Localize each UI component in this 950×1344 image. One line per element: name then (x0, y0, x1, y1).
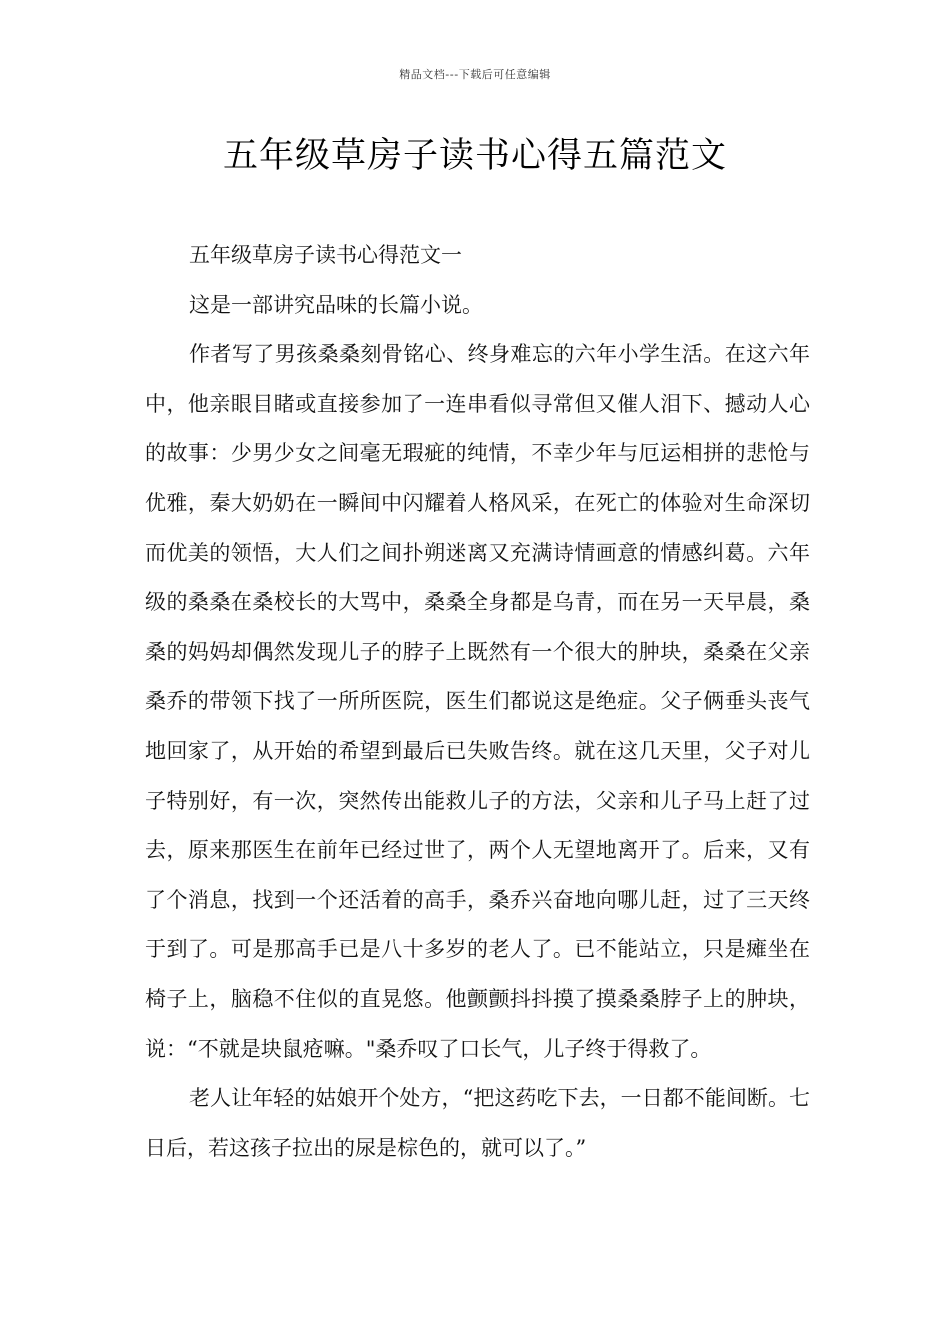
document-body (145, 231, 810, 1173)
header-note: 精品文档---下载后可任意编辑 (399, 68, 551, 81)
paragraph: 老人让年轻的姑娘开个处方，“把这药吃下去，一日都不能间断。七日后，若这孩子拉出的尿是棕色的，就可以了。” (145, 1086, 810, 1160)
section-heading: 五年级草房子读书心得范文一 (189, 243, 462, 267)
document-title: 五年级草房子读书心得五篇范文 (222, 136, 727, 176)
paragraph: 作者写了男孩桑桑刻骨铭心、终身难忘的六年小学生活。在这六年中，他亲眼目睹或直接参加了一连串看似寻常但又催人泪下、撼动人心的故事：少男少女之间毫无瑕疵的纯情，不幸少年与厄运相拼的悲怆与优雅，秦大奶奶在一瞬间中闪耀着人格风采，在死亡的体验对生命深切而优美的领悟，大人们之间扑朔迷离又充满诗情画意的情感纠葛。六年级的桑桑在桑校长的大骂中，桑桑全身都是乌青，而在另一天早晨，桑桑的妈妈却偶然发现儿子的脖子上既然有一个很大的肿块，桑桑在父亲桑乔的带领下找了一所所医院，医生们都说这是绝症。父子俩垂头丧气地回家了，从开始的希望到最后已失败告终。就在这几天里，父子对儿子特别好，有一次，突然传出能救儿子的方法，父亲和儿子马上赶了过去，原来那医生在前年已经过世了，两个人无望地离开了。后来，又有了个消息，找到一个还活着的高手，桑乔兴奋地向哪儿赶，过了三天终于到了。可是那高手已是八十多岁的老人了。已不能站立，只是瘫坐在椅子上，脑稳不住似的直晃悠。他颤颤抖抖摸了摸桑桑脖子上的肿块，说：“不就是块鼠疮嘛。"桑乔叹了口长气，儿子终于得救了。 (145, 342, 810, 1061)
paragraph: 这是一部讲究品味的长篇小说。 (189, 292, 483, 317)
